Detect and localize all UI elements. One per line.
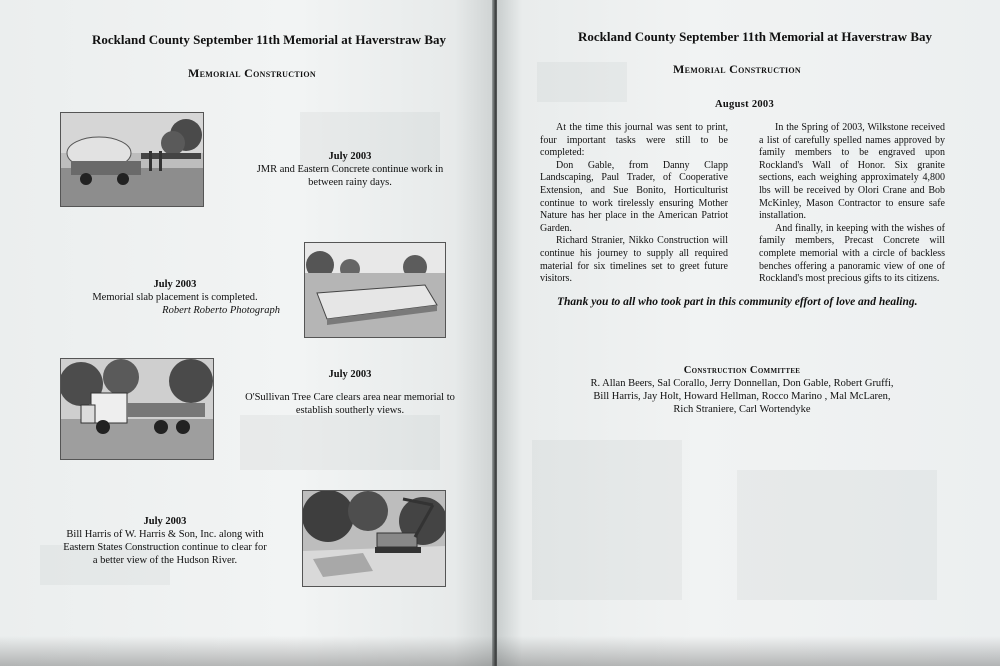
bleed-through-shadow [537, 62, 627, 102]
right-page [497, 0, 1000, 666]
photo-excavator-clearing [302, 490, 446, 587]
paragraph: And finally, in keeping with the wishes of family members, Precast Concrete will complete memorial with a circle of backless benches offering a panoramic view of one of Rockland's most precious gifts to its citizens. [759, 222, 945, 285]
caption-date: July 2003 [143, 516, 187, 527]
text-column-left [540, 122, 728, 286]
caption-1 [250, 150, 450, 189]
committee-names-line: R. Allan Beers, Sal Corallo, Jerry Donnellan, Don Gable, Robert Gruffi, [590, 378, 894, 389]
page-header: Rockland County September 11th Memorial at Haverstraw Bay [92, 32, 446, 47]
thank-you-note: Thank you to all who took part in this community effort of love and healing. [557, 296, 918, 308]
bleed-through-shadow [737, 470, 937, 600]
photo-credit: Robert Roberto Photograph [162, 305, 280, 316]
caption-text: Memorial slab placement is completed. [92, 292, 258, 303]
left-page [0, 0, 494, 666]
caption-3 [244, 368, 456, 417]
caption-text: JMR and Eastern Concrete continue work in between rainy days. [256, 164, 444, 188]
construction-committee [567, 364, 917, 416]
caption-2 [70, 278, 280, 317]
caption-text: O'Sullivan Tree Care clears area near memorial to establish southerly views. [245, 392, 455, 416]
bleed-through-shadow [240, 415, 440, 470]
paragraph: Don Gable, from Danny Clapp Landscaping, Paul Trader, of Cooperative Extension, and Sue Bonito, Horticulturist continue to work tirelessly ensuring Mother Nature has her place in the American Patriot Garden. [540, 159, 728, 234]
paragraph: In the Spring of 2003, Wilkstone received a list of carefully spelled names approved by family members to be engraved upon Rockland's Wall of Honor. Six granite sections, each weighing approximately 4,800 lbs will be received by Olori Crane and Bob McKinley, Mason Contractor to ensure safe installation. [759, 122, 945, 222]
text-column-right [759, 122, 945, 286]
caption-4 [62, 515, 268, 567]
paragraph: Richard Stranier, Nikko Construction will continue his journey to supply all required material for six timelines set to greet future visitors. [540, 235, 728, 285]
photo-memorial-slab [304, 242, 446, 338]
page-bottom-shadow [0, 636, 1000, 666]
section-date: August 2003 [715, 99, 775, 110]
page-header: Rockland County September 11th Memorial at Haverstraw Bay [578, 29, 932, 44]
bleed-through-shadow [532, 440, 682, 600]
committee-title: Construction Committee [683, 365, 801, 376]
photo-concrete-truck [60, 112, 204, 207]
committee-names-line: Bill Harris, Jay Holt, Howard Hellman, Rocco Marino , Mal McLaren, [593, 391, 891, 402]
section-title: Memorial Construction [188, 66, 316, 80]
section-title: Memorial Construction [673, 62, 801, 76]
committee-names-line: Rich Straniere, Carl Wortendyke [673, 404, 811, 415]
caption-date: July 2003 [328, 369, 372, 380]
photo-tree-care-truck [60, 358, 214, 460]
caption-date: July 2003 [328, 151, 372, 162]
paragraph: At the time this journal was sent to print, four important tasks were still to be completed: [540, 122, 728, 159]
caption-text: Bill Harris of W. Harris & Son, Inc. along with Eastern States Construction continue to clear for a better view of the Hudson River. [63, 529, 267, 566]
caption-date: July 2003 [153, 279, 197, 290]
